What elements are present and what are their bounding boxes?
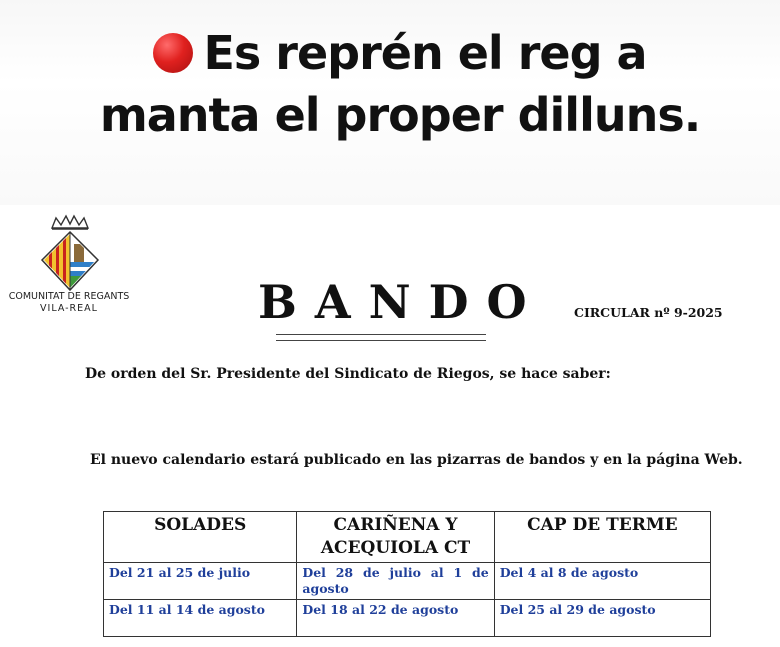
headline [40, 22, 760, 146]
column-header-solades: SOLADES [104, 512, 297, 563]
table-header-row [104, 512, 711, 563]
calendar-note: El nuevo calendario estará publicado en las pizarras de bandos y en la página Web. [90, 452, 743, 468]
organization-city: VILA-REAL [40, 303, 98, 314]
table-cell: Del 21 al 25 de julio [104, 563, 297, 600]
coat-of-arms-icon [30, 214, 110, 294]
table-cell: Del 28 de julio al 1 de agosto [297, 563, 494, 600]
column-header-cap-de-terme: CAP DE TERME [494, 512, 710, 563]
order-paragraph: De orden del Sr. Presidente del Sindicato de Riegos, se hace saber: [85, 366, 611, 382]
table-row [104, 600, 711, 637]
headline-line-1 [40, 22, 760, 84]
table-cell: Del 4 al 8 de agosto [494, 563, 710, 600]
red-circle-icon [153, 33, 193, 73]
table-cell: Del 25 al 29 de agosto [494, 600, 710, 637]
table-cell: Del 18 al 22 de agosto [297, 600, 494, 637]
headline-line-1-text: Es reprén el reg a [203, 26, 647, 80]
column-header-carinena: CARIÑENA Y ACEQUIOLA CT [297, 512, 494, 563]
organization-name: COMUNITAT DE REGANTS [8, 291, 130, 302]
table-cell: Del 11 al 14 de agosto [104, 600, 297, 637]
title-underline [276, 334, 486, 341]
headline-line-2: manta el proper dilluns. [99, 88, 701, 142]
document-title: BANDO [258, 275, 545, 329]
table-row [104, 563, 711, 600]
irrigation-schedule-table [103, 511, 711, 637]
circular-number: CIRCULAR nº 9-2025 [574, 305, 723, 320]
